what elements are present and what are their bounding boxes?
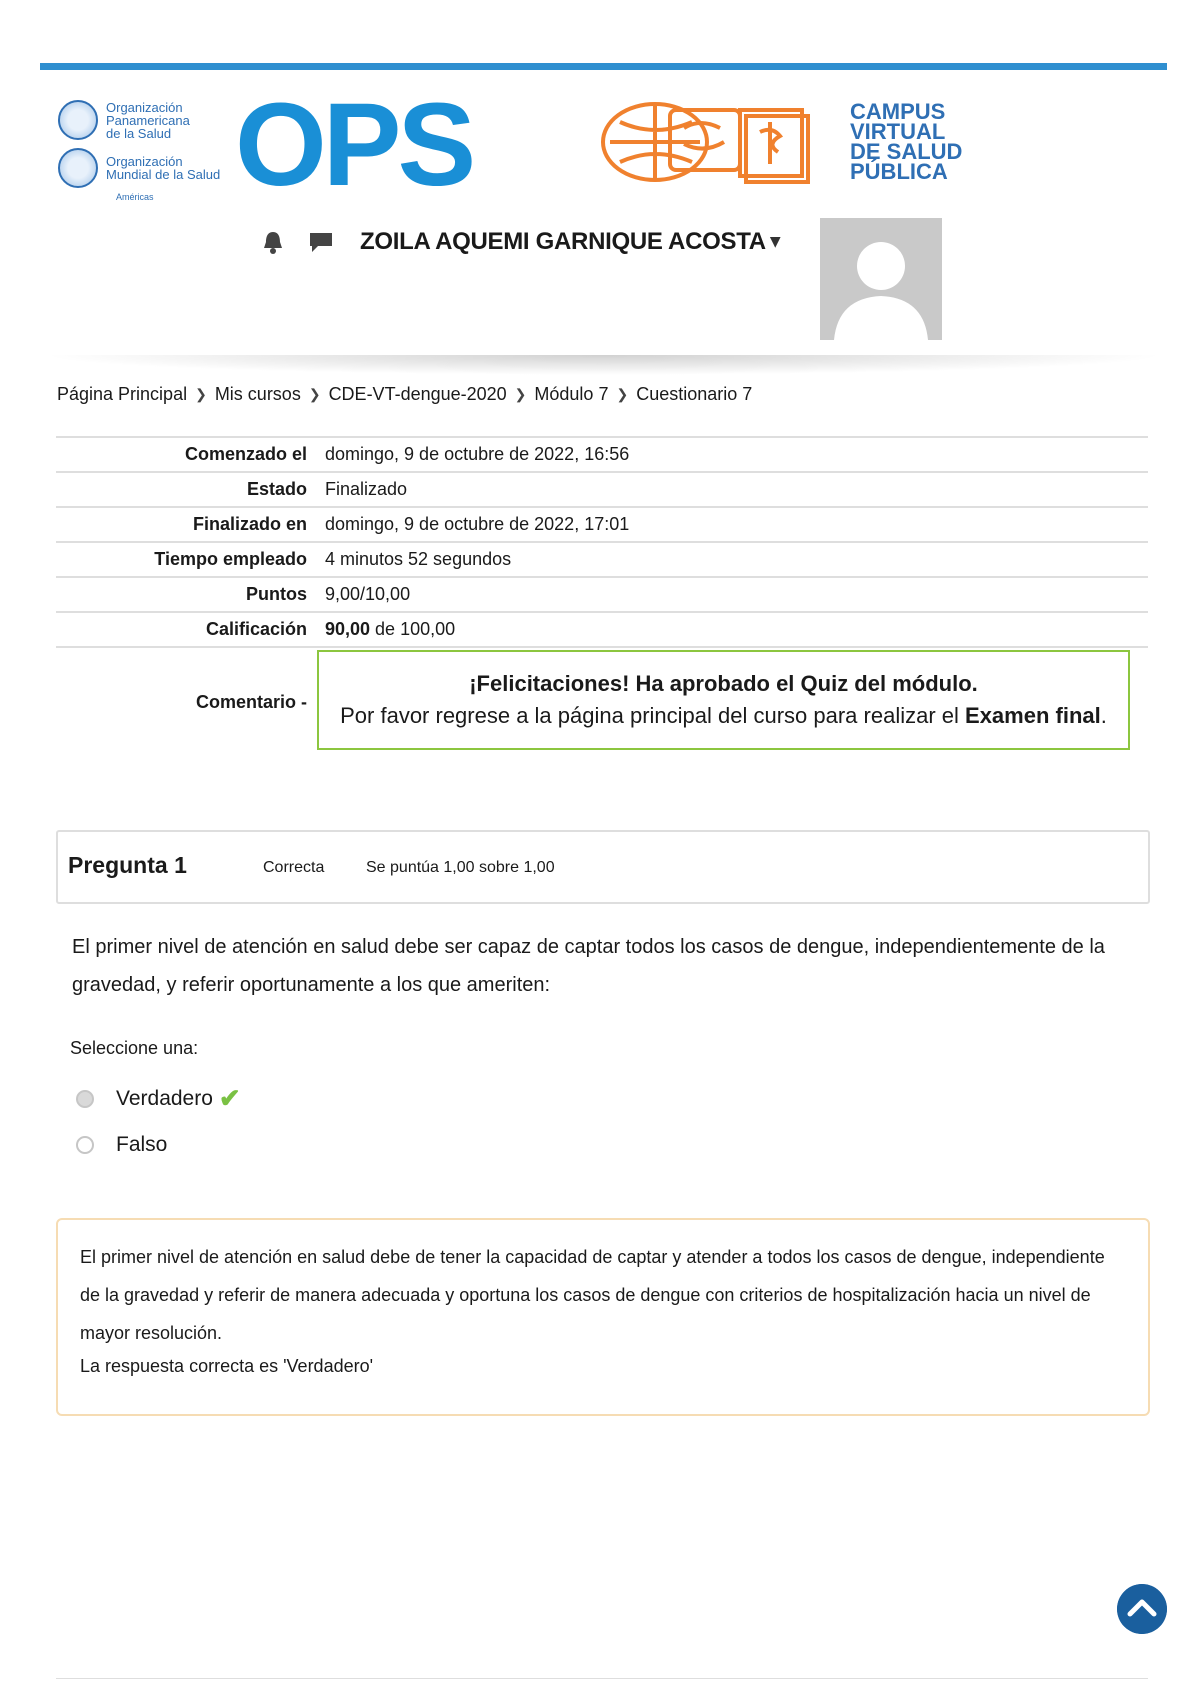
question-state: Correcta [263,859,325,876]
campus-line4: PÚBLICA [850,159,948,184]
started-label: Comenzado el [56,437,317,472]
finished-label: Finalizado en [56,507,317,542]
breadcrumb-module[interactable]: Módulo 7 [534,384,609,404]
overall-feedback-box [317,650,1130,750]
chevron-right-icon: ❯ [195,386,207,402]
checkmark-icon: ✔ [218,1083,241,1113]
chat-icon[interactable] [308,231,334,253]
feedback-congrats: ¡Felicitaciones! Ha aprobado el Quiz del módulo. [469,671,978,696]
table-row [56,472,1148,507]
breadcrumb [57,384,752,405]
started-value: domingo, 9 de octubre de 2022, 16:56 [317,437,1148,472]
paho-name-line1: Organización [106,99,183,115]
top-accent-bar [40,63,1167,70]
table-row [56,612,1148,647]
campus-line2: VIRTUAL [850,119,946,144]
campus-line3: DE SALUD [850,139,963,164]
chevron-right-icon: ❯ [308,386,321,402]
points-label: Puntos [56,577,317,612]
chevron-down-icon[interactable]: ▼ [769,234,781,250]
table-row [56,542,1148,577]
radio-selected-icon[interactable] [76,1090,94,1108]
answer-option-false[interactable] [76,1133,167,1157]
question-text: El primer nivel de atención en salud debe ser capaz de captar todos los casos de dengue, independientemente de la gravedad, y referir oportunamente a los que ameriten: [72,936,1105,996]
attempt-summary-table [56,436,1148,756]
general-feedback-box [56,1218,1150,1416]
question-info-box [56,830,1150,904]
header-divider-shadow [40,355,1167,375]
time-label: Tiempo empleado [56,542,317,577]
chevron-right-icon: ❯ [616,386,629,402]
state-value: Finalizado [317,472,1148,507]
general-feedback-text: El primer nivel de atención en salud debe de tener la capacidad de captar y atender a todos los casos de dengue, independiente de la gravedad y referir de manera adecuada y oportuna los casos de dengue con criterios de hospitalización hacia un nivel de mayor resolución. [80,1247,1105,1343]
chevron-right-icon: ❯ [514,386,527,402]
time-value: 4 minutos 52 segundos [317,542,1148,577]
finished-value: domingo, 9 de octubre de 2022, 17:01 [317,507,1148,542]
paho-who-logo [58,100,228,202]
who-emblem-icon [58,148,98,188]
grade-score: 90,00 [325,619,371,639]
breadcrumb-home[interactable]: Página Principal [57,384,188,404]
paho-name-line2: Panamericana [106,112,190,128]
feedback-instruction-text: Por favor regrese a la página principal del curso para realizar el [340,703,966,728]
grade-label: Calificación [56,612,317,647]
campus-virtual-emblem-icon [600,98,820,186]
campus-virtual-title [850,99,963,184]
state-label: Estado [56,472,317,507]
avatar[interactable] [820,218,942,340]
ops-logo-text: OPS [235,79,473,211]
question-grade: Se puntúa 1,00 sobre 1,00 [366,859,555,876]
points-value: 9,00/10,00 [317,577,1148,612]
user-navigation [262,228,781,256]
option-true-label: Verdadero [116,1086,213,1110]
right-answer-text: La respuesta correcta es 'Verdadero' [80,1356,374,1376]
answer-option-true[interactable] [76,1083,241,1114]
table-row [56,647,1148,756]
who-name-line1: Organización [106,154,183,169]
table-row [56,507,1148,542]
who-name-line2: Mundial de la Salud [106,167,221,182]
paho-globe-icon [58,100,98,140]
paho-name-line3: de la Salud [106,125,172,141]
breadcrumb-course[interactable]: CDE-VT-dengue-2020 [328,384,507,404]
feedback-instruction-end: . [1100,703,1107,728]
select-one-label: Seleccione una: [70,1038,199,1058]
final-exam-label: Examen final [965,703,1101,728]
breadcrumb-my-courses[interactable]: Mis cursos [214,384,301,404]
radio-empty-icon[interactable] [76,1136,94,1154]
option-false-label: Falso [116,1133,168,1156]
footer-divider [56,1678,1148,1679]
americas-label: Américas [116,192,154,202]
table-row [56,577,1148,612]
comment-label: Comentario - [56,647,317,756]
comment-cell [317,647,1148,756]
feedback-instruction [329,700,1118,732]
question-number: Pregunta 1 [68,852,187,878]
table-row [56,437,1148,472]
grade-max: de 100,00 [370,619,456,639]
breadcrumb-quiz[interactable]: Cuestionario 7 [636,384,753,404]
back-to-top-button[interactable] [1117,1584,1167,1634]
bell-icon[interactable] [262,230,284,254]
user-name[interactable]: ZOILA AQUEMI GARNIQUE ACOSTA [360,228,766,255]
campus-line1: CAMPUS [850,99,946,124]
grade-value [317,612,1148,647]
